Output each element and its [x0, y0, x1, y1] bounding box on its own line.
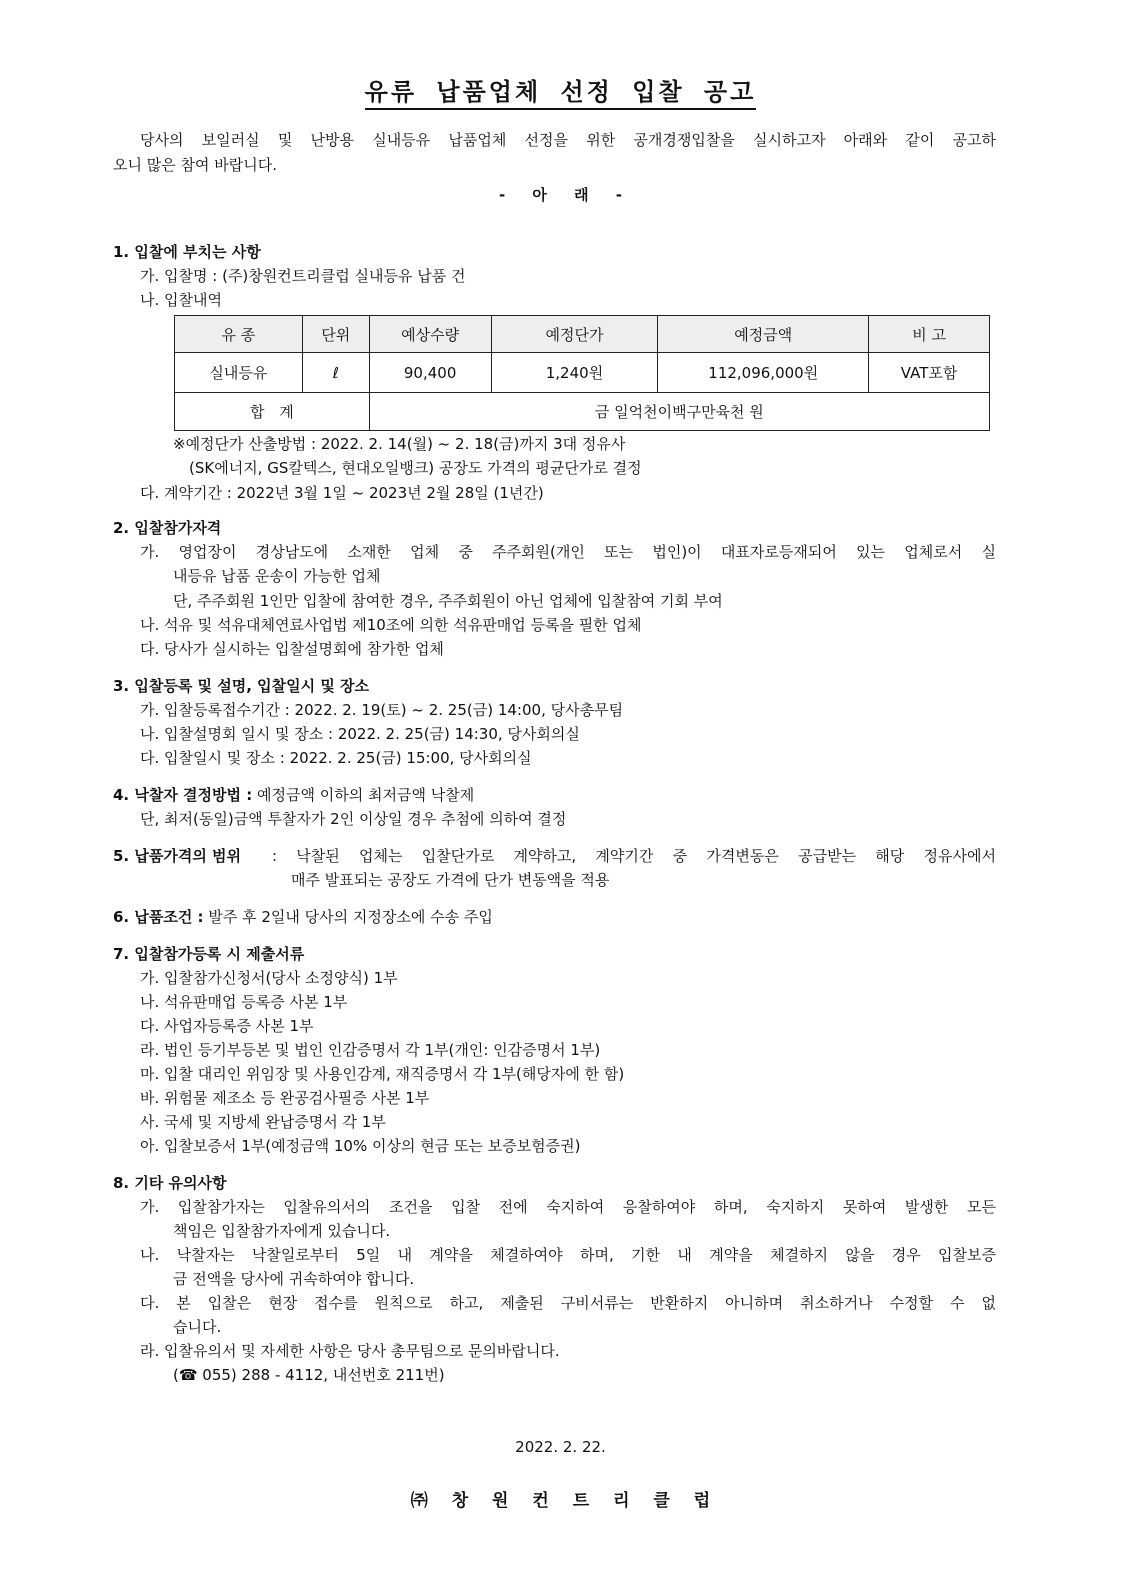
section-8-heading: 8. 기타 유의사항	[113, 1174, 227, 1192]
table-header-cell: 단위	[302, 316, 369, 353]
section-8-item-c-line-1: 다. 본 입찰은 현장 접수를 원칙으로 하고, 제출된 구비서류는 반환하지 아니하며 취소하거나 수정할 수 없	[140, 1294, 996, 1312]
section-2-heading: 2. 입찰참가자격	[113, 519, 222, 537]
section-5-line-1: : 낙찰된 업체는 입찰단가로 계약하고, 계약기간 중 가격변동은 공급받는 해당 정유사에서	[272, 847, 996, 865]
section-8-item-b-line-2: 금 전액을 당사에 귀속하여야 합니다.	[173, 1270, 415, 1288]
section-4-line-2: 단, 최저(동일)금액 투찰자가 2인 이상일 경우 추첨에 의하여 결정	[140, 810, 567, 828]
section-8-item-b-line-1: 나. 낙찰자는 낙찰일로부터 5일 내 계약을 체결하여야 하며, 기한 내 계약을 체결하지 않을 경우 입찰보증	[140, 1246, 996, 1264]
price-note-line-1: ※예정단가 산출방법 : 2022. 2. 14(월) ~ 2. 18(금)까지 3대 정유사	[173, 435, 626, 453]
list-item: 다. 사업자등록증 사본 1부	[140, 1017, 314, 1035]
list-item: 라. 법인 등기부등본 및 법인 인감증명서 각 1부(개인: 인감증명서 1부)	[140, 1041, 601, 1059]
table-header-cell: 비 고	[869, 316, 990, 353]
section-2-item-b: 나. 석유 및 석유대체연료사업법 제10조에 의한 석유판매업 등록을 필한 업체	[140, 616, 642, 634]
table-cell-remark: VAT포함	[869, 353, 990, 393]
section-8-item-c-line-2: 습니다.	[173, 1318, 222, 1336]
section-4-heading: 4. 낙찰자 결정방법 :	[113, 786, 253, 804]
document-title: 유류 납품업체 선정 입찰 공고	[0, 72, 1121, 107]
issuer-signature: ㈜ 창 원 컨 트 리 클 럽	[410, 1491, 711, 1511]
section-8-item-a-line-1: 가. 입찰참가자는 입찰유의서의 조건을 입찰 전에 숙지하여 응찰하여야 하며, 숙지하지 못하여 발생한 모든	[140, 1198, 996, 1216]
section-6-heading: 6. 납품조건 :	[113, 908, 204, 926]
section-8-item-d-line-2: (☎ 055) 288 - 4112, 내선번호 211번)	[173, 1366, 445, 1384]
table-header-cell: 유 종	[175, 316, 303, 353]
section-3-item-c: 다. 입찰일시 및 장소 : 2022. 2. 25(금) 15:00, 당사회의실	[140, 749, 532, 767]
section-6-text: 발주 후 2일내 당사의 지정장소에 수송 주입	[208, 908, 493, 926]
table-cell-fuel-type: 실내등유	[175, 353, 303, 393]
list-item: 아. 입찰보증서 1부(예정금액 10% 이상의 현금 또는 보증보험증권)	[140, 1137, 581, 1155]
section-3-heading: 3. 입찰등록 및 설명, 입찰일시 및 장소	[113, 677, 370, 695]
table-header-cell: 예정단가	[491, 316, 658, 353]
intro-line-2: 오니 많은 참여 바랍니다.	[113, 156, 277, 174]
table-cell-quantity: 90,400	[369, 353, 491, 393]
list-item: 바. 위험물 제조소 등 완공검사필증 사본 1부	[140, 1089, 430, 1107]
list-item: 가. 입찰참가신청서(당사 소정양식) 1부	[140, 969, 398, 987]
intro-line-1: 당사의 보일러실 및 난방용 실내등유 납품업체 선정을 위한 공개경쟁입찰을 실시하고자 아래와 같이 공고하	[140, 131, 996, 149]
table-total-row	[175, 393, 990, 431]
table-cell-unit: ℓ	[302, 353, 369, 393]
table-header-cell: 예정금액	[658, 316, 869, 353]
section-2-item-a-line-3: 단, 주주회원 1인만 입찰에 참여한 경우, 주주회원이 아닌 업체에 입찰참여 기회 부여	[173, 592, 723, 610]
table-cell-amount: 112,096,000원	[658, 353, 869, 393]
below-marker: - 아 래 -	[498, 186, 623, 204]
section-3-item-b: 나. 입찰설명회 일시 및 장소 : 2022. 2. 25(금) 14:30, 당사회의실	[140, 725, 580, 743]
table-total-value: 금 일억천이백구만육천 원	[369, 393, 989, 431]
section-1-item-c: 다. 계약기간 : 2022년 3월 1일 ~ 2023년 2월 28일 (1년간)	[140, 484, 544, 502]
list-item: 사. 국세 및 지방세 완납증명서 각 1부	[140, 1113, 386, 1131]
table-total-label: 합 계	[175, 393, 370, 431]
section-5-line-2: 매주 발표되는 공장도 가격에 단가 변동액을 적용	[291, 871, 610, 889]
section-5-heading: 5. 납품가격의 범위	[113, 847, 242, 865]
section-4-text: 예정금액 이하의 최저금액 낙찰제	[257, 786, 475, 804]
section-1-item-a: 가. 입찰명 : (주)창원컨트리클럽 실내등유 납품 건	[140, 267, 466, 285]
section-7-heading: 7. 입찰참가등록 시 제출서류	[113, 945, 305, 963]
section-1-item-b: 나. 입찰내역	[140, 291, 222, 309]
list-item: 마. 입찰 대리인 위임장 및 사용인감계, 재직증명서 각 1부(해당자에 한 함)	[140, 1065, 625, 1083]
section-2-item-a-line-2: 내등유 납품 운송이 가능한 업체	[173, 567, 381, 585]
section-1-heading: 1. 입찰에 부치는 사항	[113, 243, 261, 261]
bid-table-header-row	[175, 316, 990, 353]
list-item: 나. 석유판매업 등록증 사본 1부	[140, 993, 348, 1011]
section-8-item-d-line-1: 라. 입찰유의서 및 자세한 사항은 당사 총무팀으로 문의바랍니다.	[140, 1342, 560, 1360]
table-row	[175, 353, 990, 393]
section-8-item-a-line-2: 책임은 입찰참가자에게 있습니다.	[173, 1222, 391, 1240]
section-4-line-1	[113, 785, 474, 805]
price-note-line-2: (SK에너지, GS칼텍스, 현대오일뱅크) 공장도 가격의 평균단가로 결정	[189, 459, 642, 477]
section-2-item-a-line-1: 가. 영업장이 경상남도에 소재한 업체 중 주주회원(개인 또는 법인)이 대표자로등재되어 있는 업체로서 실	[140, 543, 996, 561]
table-cell-unit-price: 1,240원	[491, 353, 658, 393]
section-6-line	[113, 907, 493, 927]
bid-table	[174, 315, 990, 431]
document-date: 2022. 2. 22.	[515, 1438, 606, 1456]
table-header-cell: 예상수량	[369, 316, 491, 353]
section-2-item-c: 다. 당사가 실시하는 입찰설명회에 참가한 업체	[140, 640, 444, 658]
section-3-item-a: 가. 입찰등록접수기간 : 2022. 2. 19(토) ~ 2. 25(금) 14:00, 당사총무팀	[140, 701, 624, 719]
